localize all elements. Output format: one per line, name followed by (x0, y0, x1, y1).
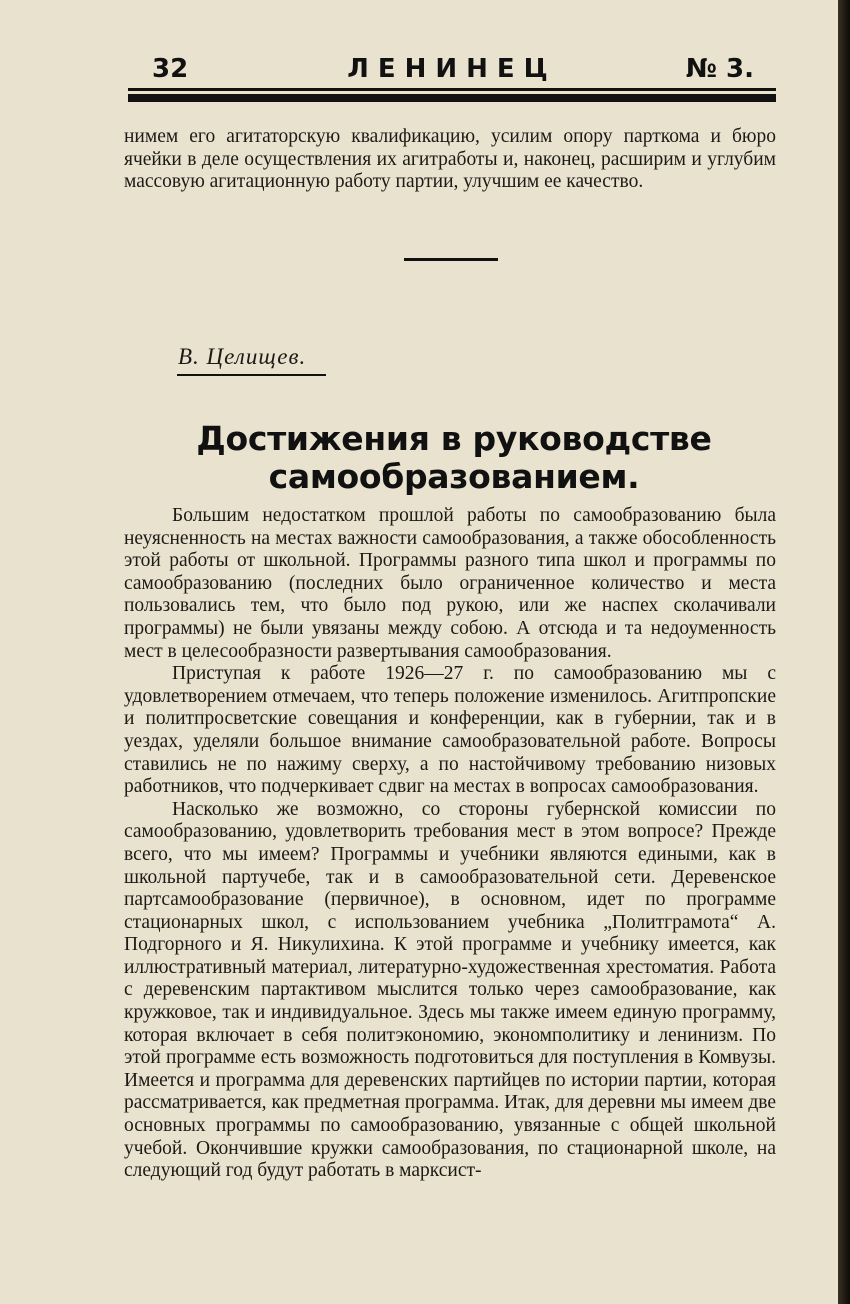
article-body (124, 505, 776, 1183)
intro-paragraph: нимем его агитаторскую квалификацию, усилим опору парткома и бюро ячейки в деле осуществления их агитработы и, наконец, расширим и углубим массовую агитационную работу партии, улучшим ее качество. (124, 126, 776, 193)
body-paragraph: Насколько же возможно, со стороны губернской комиссии по самообразованию, удовлетворить требования мест в этом вопросе? Прежде всего, что мы имеем? Программы и учебники являются едиными, как в школьной партучебе, так и в самообразовательной сети. Деревенское партсамообразование (первичное), в основном, идет по программе стационарных школ, с использованием учебника „Политграмота“ А. Подгорного и Я. Никулихина. К этой программе и учебнику имеется, как иллюстративный материал, литературно-художественная хрестоматия. Работа с деревенским партактивом мыслится только через самообразование, как кружковое, так и индивидуальное. Здесь мы также имеем единую программу, которая включает в себя политэкономию, экономполитику и ленинизм. По этой программе есть возможность подготовиться для поступления в Комвузы. Имеется и программа для деревенских партийцев по истории партии, которая рассматривается, как предметная программа. Итак, для деревни мы имеем две основных программы по самообразованию, увязанные с общей школьной учебой. Окончившие кружки самообразования, по стационарной школе, на следующий год будут работать в марксист- (124, 798, 776, 1182)
author-underline (177, 374, 326, 376)
section-separator (404, 258, 498, 261)
body-paragraph: Приступая к работе 1926—27 г. по самообразованию мы с удовлетворением отмечаем, что теперь положение изменилось. Агитпропские и политпросветские совещания и конференции, как в губернии, так и в уездах, уделяли большое внимание самообразовательной работе. Вопросы ставились не по нажиму сверху, а по настойчивому требованию низовых работников, что подчеркивает сдвиг на местах в вопросах самообразования. (124, 663, 776, 798)
article-author: В. Целищев. (178, 344, 307, 369)
body-paragraph: Большим недостатком прошлой работы по самообразованию была неуясненность на местах важности самообразования, а также обособленность этой работы от школьной. Программы разного типа школ и программы по самообразованию (последних было ограниченное количество и места пользовались тем, что было под рукою, или же наспех сколачивали программы) не были увязаны между собою. А отсюда и та недоуменность мест в целесообразности развертывания самообразования. (124, 505, 776, 662)
page-edge-shadow (838, 0, 850, 1304)
journal-title: ЛЕНИНЕЦ (347, 54, 557, 84)
issue-number: № 3. (685, 54, 754, 84)
header-rule-thin (128, 88, 776, 91)
header-rule-thick (128, 94, 776, 102)
article-title: Достижения в руководстве самообразованием. (196, 419, 712, 496)
page-number: 32 (152, 54, 189, 84)
running-header (128, 52, 776, 92)
